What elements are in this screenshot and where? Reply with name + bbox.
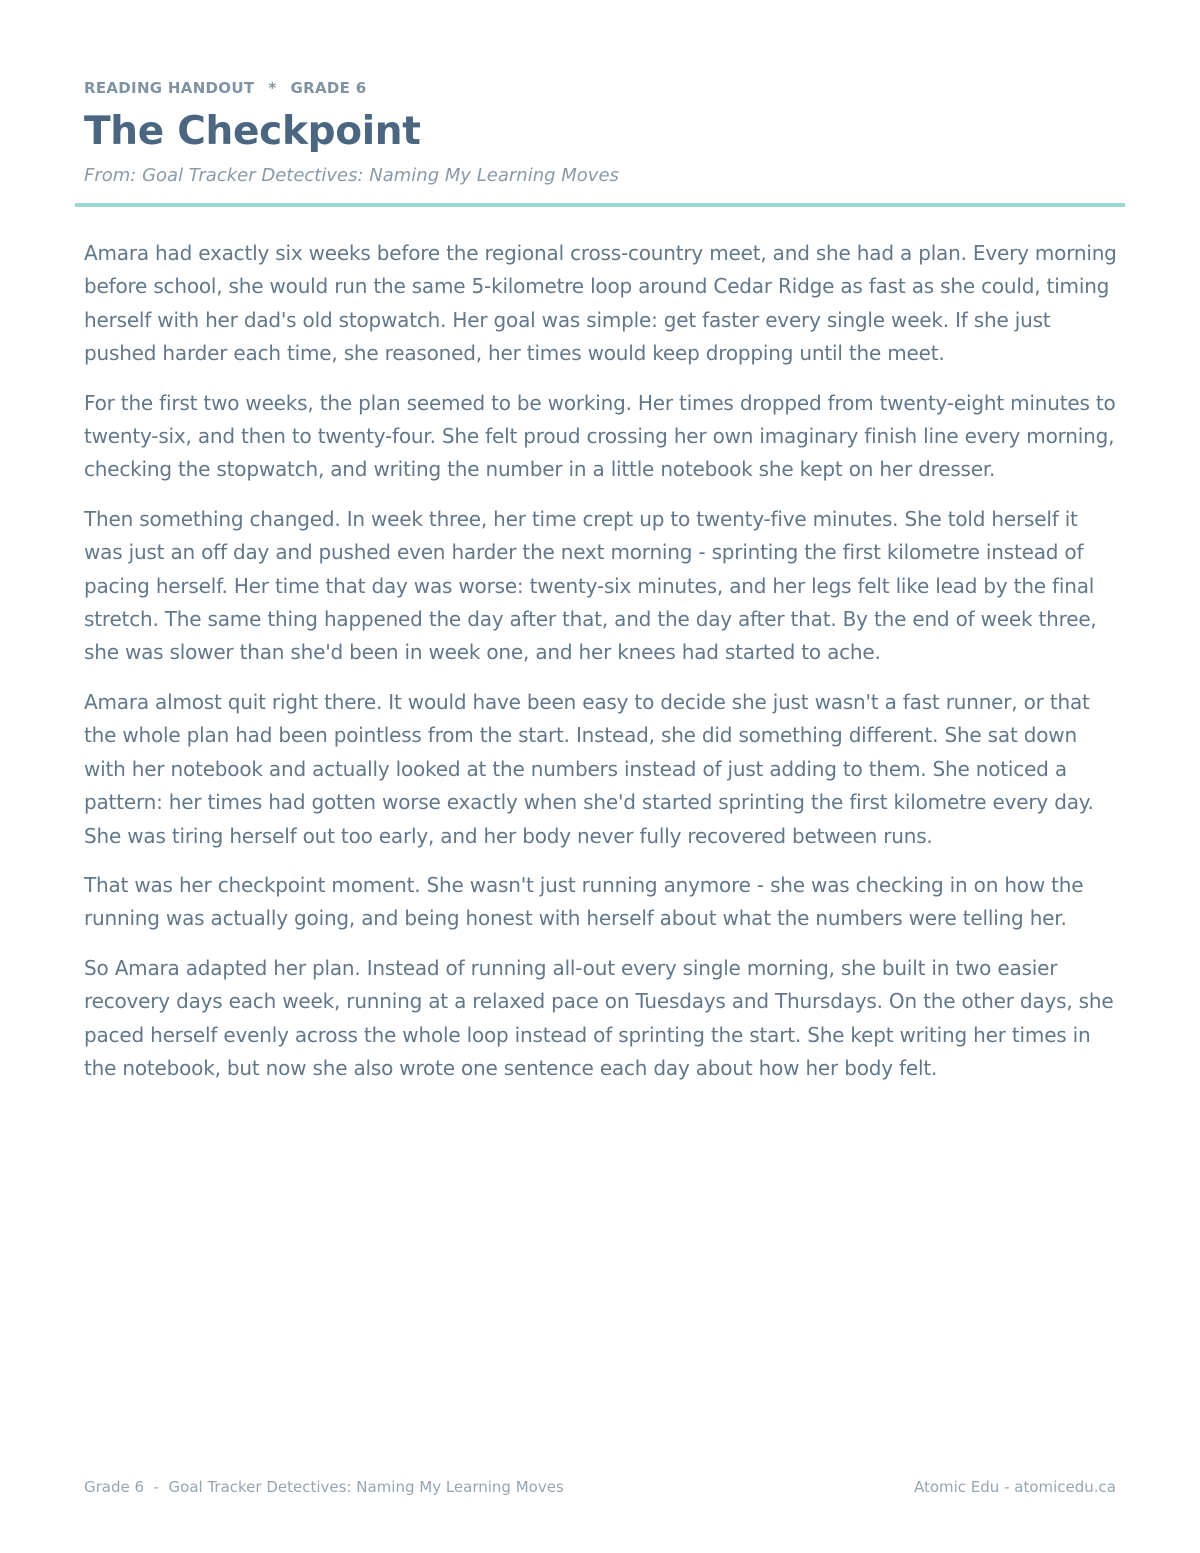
footer-right: Atomic Edu - atomicedu.ca: [913, 1478, 1116, 1496]
footer-left: Grade 6 - Goal Tracker Detectives: Naming My Learning Moves: [84, 1478, 564, 1496]
page-title: The Checkpoint: [84, 109, 421, 154]
kicker-label: READING HANDOUT: [84, 79, 255, 97]
paragraph: For the first two weeks, the plan seemed to be working. Her times dropped from twenty-eight minutes to twenty-six, and then to twenty-four. She felt proud crossing her own imaginary finish line every morning, checking the stopwatch, and writing the number in a little notebook she kept on her dresser.: [84, 390, 1116, 482]
story-body: [84, 237, 1119, 1101]
page-subtitle: From: Goal Tracker Detectives: Naming My Learning Moves: [84, 165, 619, 186]
kicker: [84, 78, 1124, 98]
grade-label: GRADE 6: [290, 79, 367, 97]
page-footer: [84, 1478, 1116, 1496]
paragraph: So Amara adapted her plan. Instead of running all-out every single morning, she built in two easier recovery days each week, running at a relaxed pace on Tuesdays and Thursdays. On the other days, she paced herself evenly across the whole loop instead of sprinting the start. She kept writing her times in the notebook, but now she also wrote one sentence each day about how her body felt.: [84, 955, 1114, 1080]
paragraph: Then something changed. In week three, her time crept up to twenty-five minutes. She told herself it was just an off day and pushed even harder the next morning - sprinting the first kilometre instead of pacing herself. Her time that day was worse: twenty-six minutes, and her legs felt like lead by the final stretch. The same thing happened the day after that, and the day after that. By the end of week three, she was slower than she'd been in week one, and her knees had started to ache.: [84, 506, 1097, 665]
paragraph: That was her checkpoint moment. She wasn't just running anymore - she was checking in on how the running was actually going, and being honest with herself about what the numbers were telling her.: [84, 872, 1084, 931]
handout-header: [84, 78, 1124, 188]
kicker-separator: *: [268, 79, 277, 97]
paragraph: Amara had exactly six weeks before the regional cross-country meet, and she had a plan. Every morning before school, she would run the same 5-kilometre loop around Cedar Ridge as fast as she could, timing herself with her dad's old stopwatch. Her goal was simple: get faster every single week. If she just pushed harder each time, she reasoned, her times would keep dropping until the meet.: [84, 241, 1117, 366]
paragraph: Amara almost quit right there. It would have been easy to decide she just wasn't a fast runner, or that the whole plan had been pointless from the start. Instead, she did something different. She sat down with her notebook and actually looked at the numbers instead of just adding to them. She noticed a pattern: her times had gotten worse exactly when she'd started sprinting the first kilometre every day. She was tiring herself out too early, and her body never fully recovered between runs.: [84, 689, 1094, 848]
header-divider: [75, 203, 1125, 207]
